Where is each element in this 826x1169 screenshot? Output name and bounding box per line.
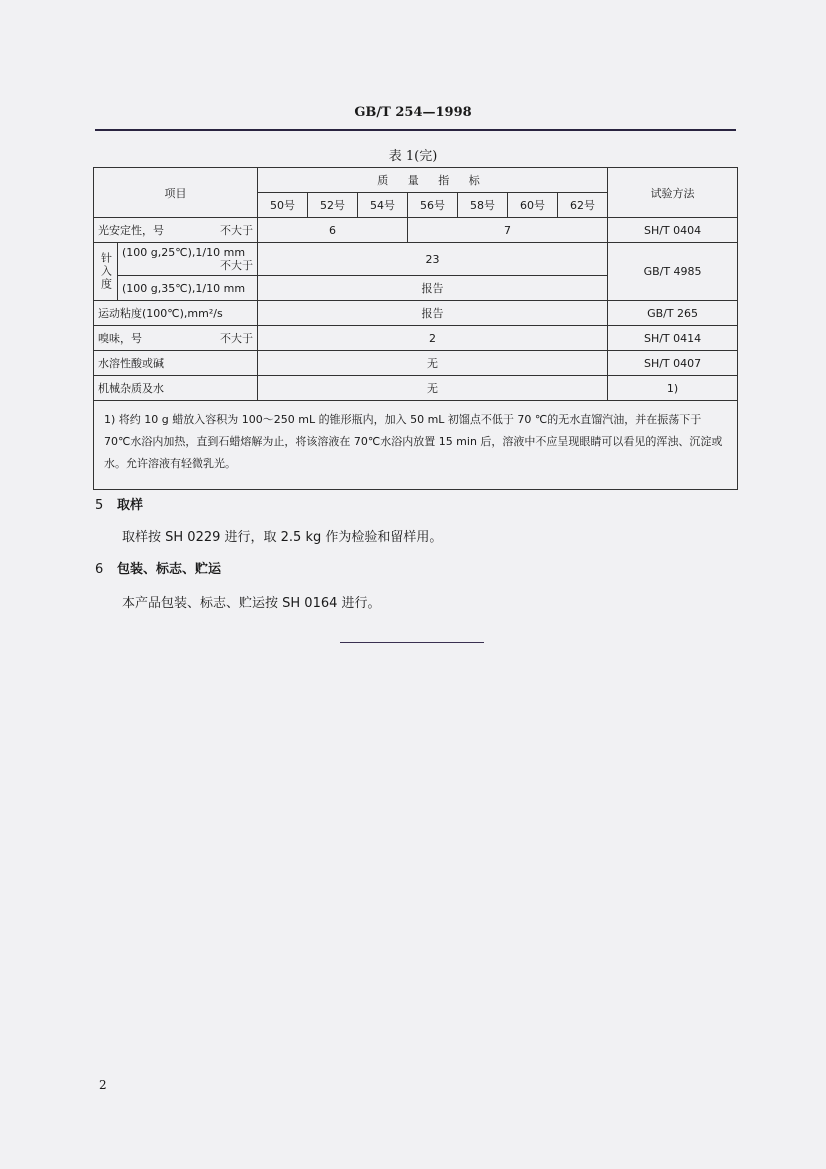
section-title: 取样 (117, 498, 144, 513)
col-method-header: 试验方法 (608, 168, 738, 218)
light-stability-cell (94, 218, 258, 243)
footnote-row (94, 401, 738, 490)
table-caption: 表 1(完) (388, 149, 438, 164)
value-cell: 7 (408, 218, 608, 243)
method-cell: SH/T 0407 (608, 351, 738, 376)
grade-header: 54号 (358, 193, 408, 218)
grade-header: 52号 (308, 193, 358, 218)
table-row (94, 326, 738, 351)
row-label: 运动粘度(100℃),mm²/s (94, 301, 258, 326)
row-label: 光安定性，号 (98, 224, 164, 237)
section-text: 本产品包装、标志、贮运按 SH 0164 进行。 (122, 596, 381, 611)
sub-limit: 不大于 (220, 259, 253, 272)
method-cell: 1) (608, 376, 738, 401)
method-cell: GB/T 4985 (608, 243, 738, 301)
odor-cell (94, 326, 258, 351)
grade-header: 60号 (508, 193, 558, 218)
row-limit: 不大于 (220, 224, 253, 237)
col-item-header: 项目 (94, 168, 258, 218)
table-row (94, 218, 738, 243)
value-cell: 无 (258, 351, 608, 376)
value-cell: 2 (258, 326, 608, 351)
section-title: 包装、标志、贮运 (117, 562, 222, 577)
value-cell: 报告 (258, 301, 608, 326)
col-quality-header: 质 量 指 标 (258, 168, 608, 193)
section-number: 6 (95, 562, 104, 577)
table-row (94, 301, 738, 326)
section-heading (95, 494, 143, 513)
penetration-sub1 (118, 243, 258, 276)
method-cell: SH/T 0404 (608, 218, 738, 243)
section-number: 5 (95, 498, 104, 513)
row-label: 机械杂质及水 (94, 376, 258, 401)
table-row (94, 243, 738, 276)
grade-header: 58号 (458, 193, 508, 218)
row-limit: 不大于 (220, 332, 253, 345)
value-cell: 无 (258, 376, 608, 401)
value-cell: 6 (258, 218, 408, 243)
section-text: 取样按 SH 0229 进行，取 2.5 kg 作为检验和留样用。 (122, 530, 443, 545)
table-footnote: 1) 将约 10 g 蜡放入容积为 100～250 mL 的锥形瓶内，加入 50 mL 初馏点不低于 70 ℃的无水直馏汽油，并在振荡下于 70℃水浴内加热，直到石蜡熔解为止，将该溶液在 70℃水浴内放置 15 min 后，溶液中不应呈现眼睛可以看见的浑浊、沉淀或水。允许溶液有轻微乳光。 (94, 401, 738, 490)
end-rule (340, 642, 484, 643)
table-row (94, 376, 738, 401)
method-cell: SH/T 0414 (608, 326, 738, 351)
spec-table (93, 167, 738, 490)
standard-code: GB/T 254—1998 (354, 105, 472, 120)
table-row (94, 351, 738, 376)
penetration-group-label: 针入度 (94, 243, 118, 301)
page-number: 2 (99, 1078, 107, 1092)
grade-header: 56号 (408, 193, 458, 218)
method-cell: GB/T 265 (608, 301, 738, 326)
sub-label: (100 g,25℃),1/10 mm (122, 246, 246, 259)
value-cell: 报告 (258, 276, 608, 301)
grade-header: 62号 (558, 193, 608, 218)
row-label: 嗅味，号 (98, 332, 142, 345)
value-cell: 23 (258, 243, 608, 276)
row-label: 水溶性酸或碱 (94, 351, 258, 376)
spec-table-wrap (93, 167, 737, 490)
grade-header: 50号 (258, 193, 308, 218)
header-rule (95, 129, 736, 131)
penetration-sub2: (100 g,35℃),1/10 mm (118, 276, 258, 301)
table-header-row (94, 168, 738, 193)
section-heading (95, 558, 221, 577)
